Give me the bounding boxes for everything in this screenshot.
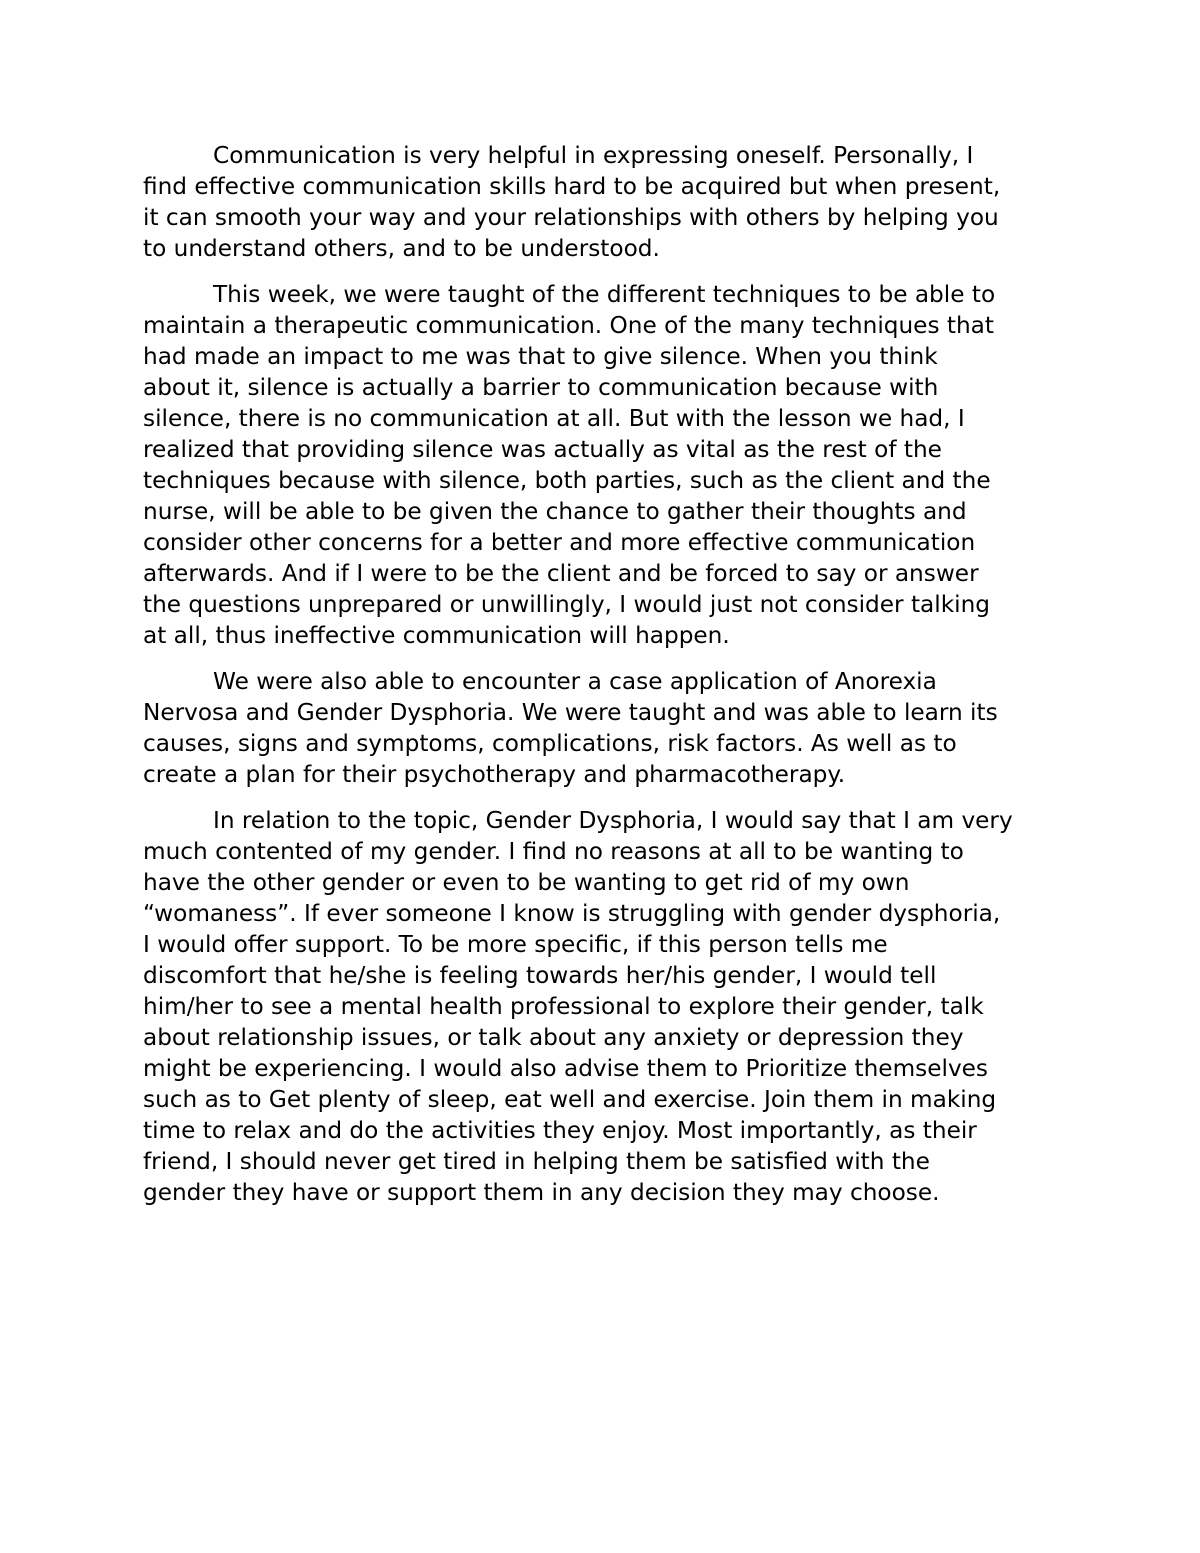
text-line: causes, signs and symptoms, complications, risk factors. As well as to: [143, 730, 957, 757]
paragraph-2: [143, 279, 1063, 651]
text-line: might be experiencing. I would also advise them to Prioritize themselves: [143, 1055, 989, 1082]
text-line: realized that providing silence was actually as vital as the rest of the: [143, 436, 942, 463]
text-line: find effective communication skills hard to be acquired but when present,: [143, 173, 1001, 200]
text-line: afterwards. And if I were to be the client and be forced to say or answer: [143, 560, 979, 587]
text-line: nurse, will be able to be given the chance to gather their thoughts and: [143, 498, 967, 525]
text-line: much contented of my gender. I find no reasons at all to be wanting to: [143, 838, 964, 865]
text-line: silence, there is no communication at all. But with the lesson we had, I: [143, 405, 965, 432]
text-line: We were also able to encounter a case application of Anorexia: [213, 668, 937, 695]
text-line: techniques because with silence, both parties, such as the client and the: [143, 467, 991, 494]
text-line: In relation to the topic, Gender Dysphoria, I would say that I am very: [213, 807, 1013, 834]
text-line: had made an impact to me was that to give silence. When you think: [143, 343, 938, 370]
text-line: at all, thus ineffective communication will happen.: [143, 622, 730, 649]
text-line: him/her to see a mental health professional to explore their gender, talk: [143, 993, 984, 1020]
text-line: such as to Get plenty of sleep, eat well and exercise. Join them in making: [143, 1086, 997, 1113]
text-line: to understand others, and to be understood.: [143, 235, 660, 262]
text-line: time to relax and do the activities they enjoy. Most importantly, as their: [143, 1117, 977, 1144]
text-line: friend, I should never get tired in helping them be satisfied with the: [143, 1148, 930, 1175]
text-line: Nervosa and Gender Dysphoria. We were taught and was able to learn its: [143, 699, 998, 726]
text-line: Communication is very helpful in expressing oneself. Personally, I: [213, 142, 974, 169]
document-body: [143, 140, 1063, 1223]
text-line: This week, we were taught of the different techniques to be able to: [213, 281, 996, 308]
text-line: maintain a therapeutic communication. One of the many techniques that: [143, 312, 994, 339]
text-line: about it, silence is actually a barrier to communication because with: [143, 374, 939, 401]
text-line: it can smooth your way and your relationships with others by helping you: [143, 204, 999, 231]
text-line: I would offer support. To be more specific, if this person tells me: [143, 931, 888, 958]
text-line: consider other concerns for a better and more effective communication: [143, 529, 976, 556]
text-line: discomfort that he/she is feeling towards her/his gender, I would tell: [143, 962, 937, 989]
text-line: create a plan for their psychotherapy and pharmacotherapy.: [143, 761, 846, 788]
text-line: about relationship issues, or talk about any anxiety or depression they: [143, 1024, 964, 1051]
paragraph-1: [143, 140, 1063, 264]
text-line: gender they have or support them in any decision they may choose.: [143, 1179, 940, 1206]
text-line: the questions unprepared or unwillingly, I would just not consider talking: [143, 591, 990, 618]
text-line: have the other gender or even to be wanting to get rid of my own: [143, 869, 910, 896]
paragraph-3: [143, 666, 1063, 790]
paragraph-4: [143, 805, 1063, 1208]
text-line: “womaness”. If ever someone I know is struggling with gender dysphoria,: [143, 900, 1001, 927]
